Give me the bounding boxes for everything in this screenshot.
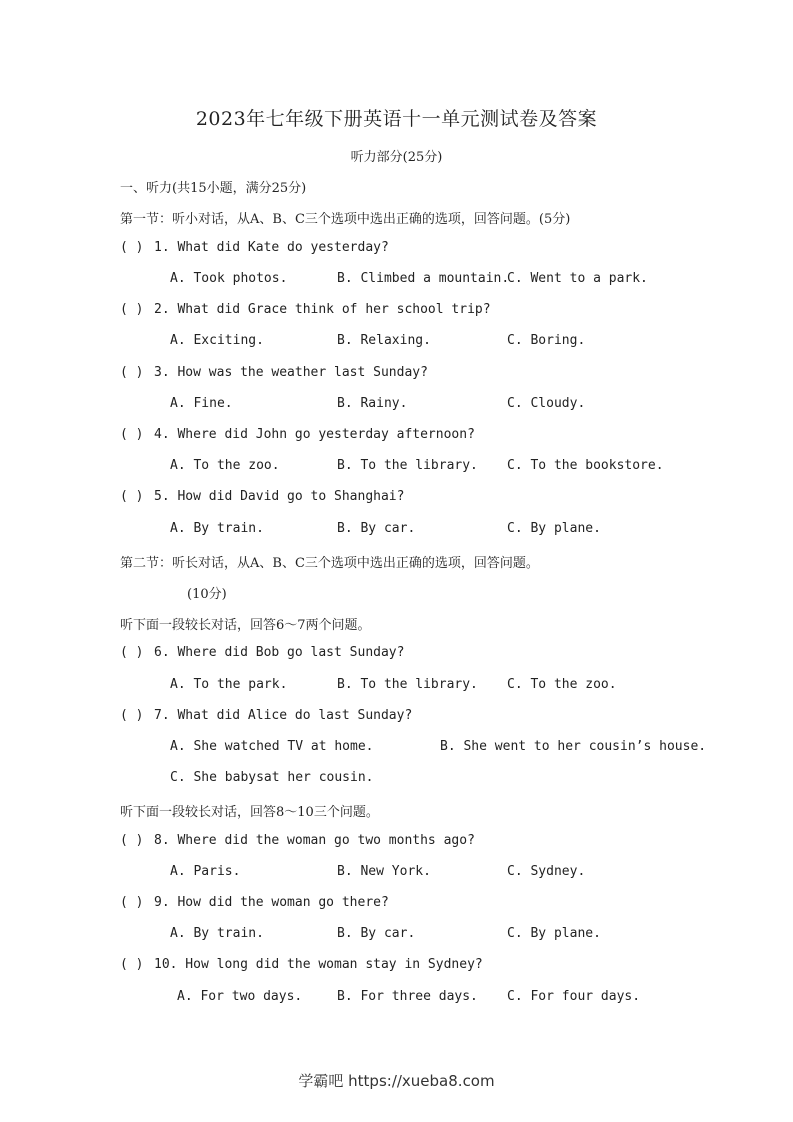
question-5 [120,489,404,504]
question-4 [120,427,475,442]
option-c: C. Went to a park. [507,271,648,286]
question-1 [120,240,389,255]
question-text: 5. How did David go to Shanghai? [154,489,405,504]
option-b: B. Relaxing. [337,333,431,348]
answer-blank: ( ) [120,957,144,972]
option-b: B. By car. [337,521,416,536]
option-a: A. By train. [170,521,264,536]
question-text: 8. Where did the woman go two months ago? [154,833,475,848]
option-a: A. Fine. [170,396,233,411]
question-text: 9. How did the woman go there? [154,895,389,910]
question-text: 3. How was the weather last Sunday? [154,365,428,380]
dialog-instruction-8-10: 听下面一段较长对话，回答8～10三个问题。 [120,805,379,820]
option-a: A. Exciting. [170,333,264,348]
option-b: B. She went to her cousin’s house. [440,739,707,754]
question-text: 6. Where did Bob go last Sunday? [154,645,405,660]
option-c: C. For four days. [507,989,641,1004]
option-c: C. By plane. [507,926,601,941]
option-a: A. For two days. [177,989,303,1004]
option-c: C. Cloudy. [507,396,586,411]
option-a: A. To the park. [170,677,288,692]
question-text: 2. What did Grace think of her school trip? [154,302,491,317]
answer-blank: ( ) [120,427,144,442]
section-heading: 一、听力(共15小题，满分25分) [120,181,307,196]
answer-blank: ( ) [120,708,144,723]
question-text: 4. Where did John go yesterday afternoon? [154,427,475,442]
question-8 [120,833,475,848]
answer-blank: ( ) [120,645,144,660]
option-b: B. New York. [337,864,431,879]
question-text: 10. How long did the woman stay in Sydney? [154,957,483,972]
question-10 [120,957,483,972]
question-text: 7. What did Alice do last Sunday? [154,708,413,723]
option-a: A. By train. [170,926,264,941]
option-c: C. To the bookstore. [507,458,664,473]
answer-blank: ( ) [120,365,144,380]
part2-instruction: 第二节：听长对话，从A、B、C三个选项中选出正确的选项，回答问题。 [120,556,539,571]
question-7 [120,708,412,723]
option-a: A. Paris. [170,864,241,879]
answer-blank: ( ) [120,833,144,848]
answer-blank: ( ) [120,240,144,255]
option-a: A. Took photos. [170,271,288,286]
option-b: B. Climbed a mountain. [337,271,510,286]
option-b: B. By car. [337,926,416,941]
page-title: 2023年七年级下册英语十一单元测试卷及答案 [195,108,598,130]
option-b: B. To the library. [337,677,478,692]
question-3 [120,365,428,380]
option-c: C. Boring. [507,333,586,348]
option-a: A. She watched TV at home. [170,739,374,754]
option-b: B. To the library. [337,458,478,473]
answer-blank: ( ) [120,302,144,317]
option-a: A. To the zoo. [170,458,280,473]
option-c: C. By plane. [507,521,601,536]
option-c: C. She babysat her cousin. [170,770,374,785]
option-c: C. Sydney. [507,864,586,879]
question-9 [120,895,389,910]
option-c: C. To the zoo. [507,677,617,692]
part2-score: (10分) [187,587,227,602]
option-b: B. For three days. [337,989,478,1004]
footer-watermark: 学霸吧 https://xueba8.com [298,1072,495,1090]
answer-blank: ( ) [120,489,144,504]
page-subtitle: 听力部分(25分) [350,150,443,165]
dialog-instruction-6-7: 听下面一段较长对话，回答6～7两个问题。 [120,618,371,633]
option-b: B. Rainy. [337,396,408,411]
part1-instruction: 第一节：听小对话，从A、B、C三个选项中选出正确的选项，回答问题。(5分) [120,212,571,227]
question-text: 1. What did Kate do yesterday? [154,240,389,255]
answer-blank: ( ) [120,895,144,910]
question-6 [120,645,404,660]
question-2 [120,302,491,317]
